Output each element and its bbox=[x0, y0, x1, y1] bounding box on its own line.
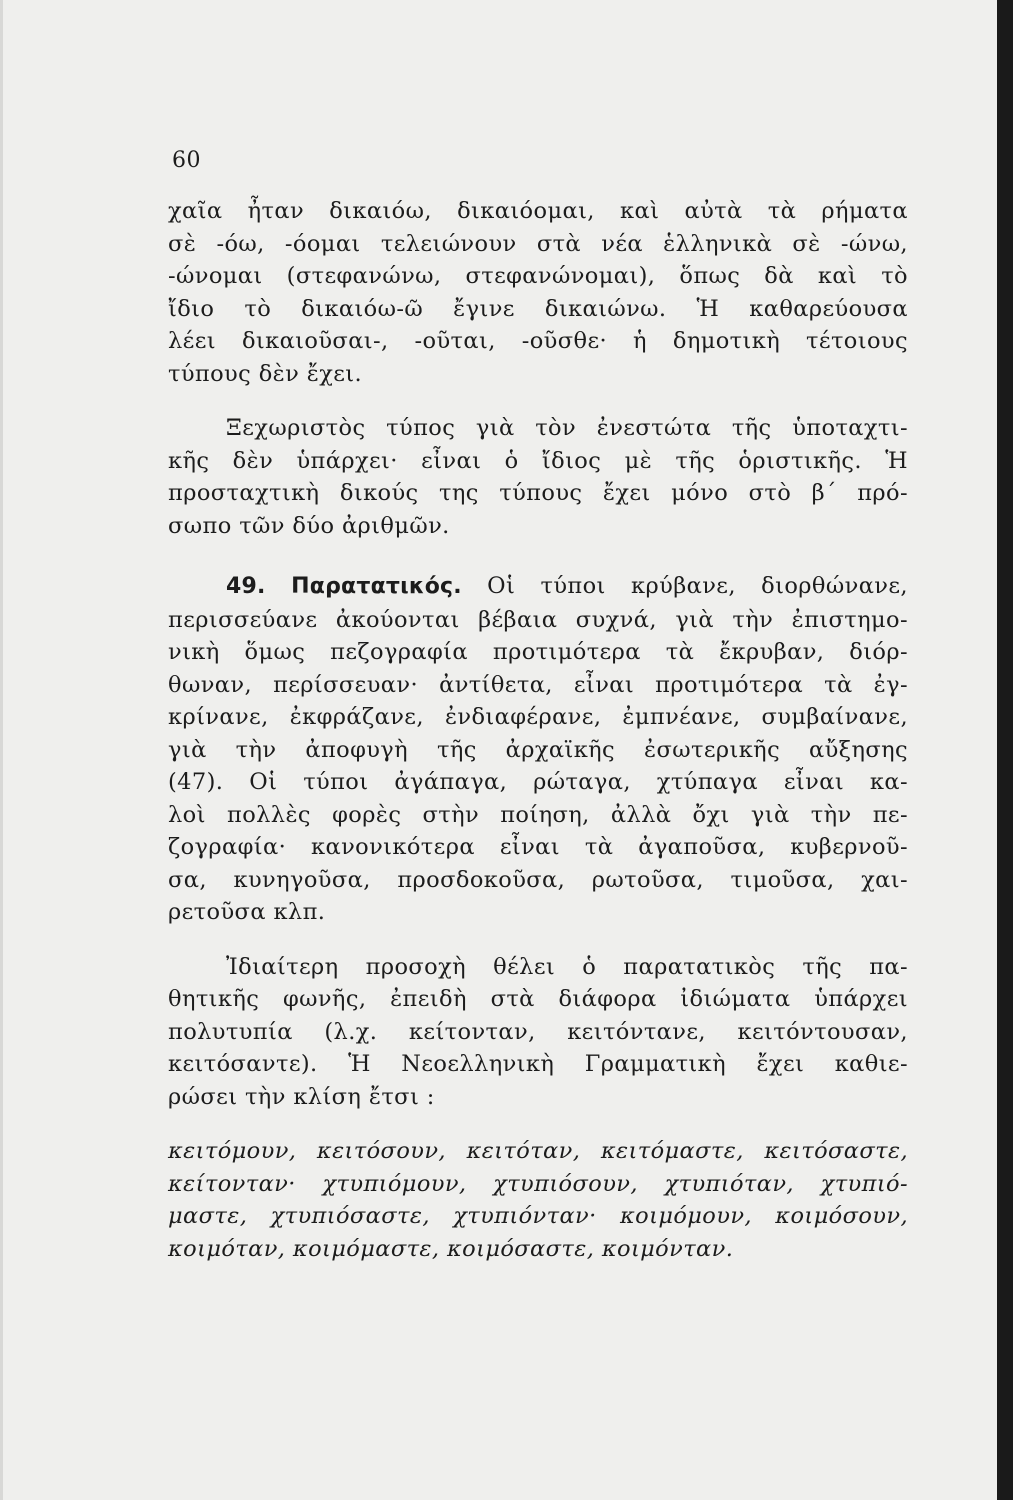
paragraph-conjugation-list bbox=[168, 1135, 908, 1265]
text-line: κῆς δὲν ὑπάρχει· εἶναι ὁ ἴδιος μὲ τῆς ὁριστικῆς. Ἡ bbox=[168, 447, 908, 474]
paragraph-spacer bbox=[168, 929, 908, 951]
body-text bbox=[168, 195, 908, 1265]
text-line: Ἰδιαίτερη προσοχὴ θέλει ὁ παρατατικὸς τῆς πα- bbox=[226, 953, 908, 980]
text-line: μαστε, χτυπιόσαστε, χτυπιόνταν· κοιμόμουν, κοιμόσουν, bbox=[168, 1203, 908, 1229]
section-first-line: Οἱ τύποι κρύβανε, διορθώνανε, bbox=[487, 573, 908, 599]
text-line: γιὰ τὴν ἀποφυγὴ τῆς ἀρχαϊκῆς ἐσωτερικῆς αὔξησης bbox=[168, 736, 908, 763]
text-line: κρίνανε, ἐκφράζανε, ἐνδιαφέρανε, ἐμπνέανε, συμβαίνανε, bbox=[168, 704, 908, 730]
text-line: νικὴ ὅμως πεζογραφία προτιμότερα τὰ ἔκρυβαν, διόρ- bbox=[168, 639, 908, 665]
text-line: -ώνομαι (στεφανώνω, στεφανώνομαι), ὅπως δὰ καὶ τὸ bbox=[168, 263, 908, 289]
paragraph-spacer bbox=[168, 542, 908, 570]
text-line: σα, κυνηγοῦσα, προσδοκοῦσα, ρωτοῦσα, τιμοῦσα, χαι- bbox=[168, 866, 908, 893]
text-line: τύπους δὲν ἔχει. bbox=[168, 360, 363, 387]
text-line: Ξεχωριστὸς τύπος γιὰ τὸν ἐνεστώτα τῆς ὑποταχτι- bbox=[226, 415, 908, 441]
text-line: χαῖα ἦταν δικαιόω, δικαιόομαι, καὶ αὐτὰ τὰ ρήματα bbox=[168, 198, 908, 224]
text-line: κειτόμουν, κειτόσουν, κειτόταν, κειτόμαστε, κειτόσαστε, bbox=[168, 1138, 908, 1164]
text-line: λέει δικαιοῦσαι-, -οῦται, -οῦσθε· ἡ δημοτικὴ τέτοιους bbox=[168, 328, 908, 354]
text-line: κοιμόταν, κοιμόμαστε, κοιμόσαστε, κοιμόνταν. bbox=[168, 1235, 734, 1262]
paragraph-deponent-verbs bbox=[168, 195, 908, 390]
page-number: 60 bbox=[172, 148, 201, 173]
text-line: κειτόσαντε). Ἡ Νεοελληνικὴ Γραμματικὴ ἔχει καθιε- bbox=[168, 1051, 908, 1077]
text-line bbox=[168, 570, 908, 604]
text-line: προσταχτικὴ δικούς της τύπους ἔχει μόνο στὸ β΄ πρό- bbox=[168, 480, 908, 506]
text-line: σὲ -όω, -όομαι τελειώνουν στὰ νέα ἑλληνικὰ σὲ -ώνω, bbox=[168, 230, 908, 257]
text-line: περισσεύανε ἀκούονται βέβαια συχνά, γιὰ τὴν ἐπιστημο- bbox=[168, 606, 908, 633]
section-heading: 49. Παρατατικός. bbox=[226, 574, 462, 599]
text-line: σωπο τῶν δύο ἀριθμῶν. bbox=[168, 512, 450, 539]
text-line: ρετοῦσα κλπ. bbox=[168, 899, 326, 925]
text-line: θητικῆς φωνῆς, ἐπειδὴ στὰ διάφορα ἰδιώματα ὑπάρχει bbox=[168, 986, 908, 1012]
text-line: θωναν, περίσσευαν· ἀντίθετα, εἶναι προτιμότερα τὰ ἐγ- bbox=[168, 671, 908, 698]
text-line: κείτονταν· χτυπιόμουν, χτυπιόσουν, χτυπιόταν, χτυπιό- bbox=[168, 1170, 908, 1197]
paragraph-spacer bbox=[168, 1113, 908, 1135]
paragraph-spacer bbox=[168, 390, 908, 412]
text-line: ζογραφία· κανονικότερα εἶναι τὰ ἀγαποῦσα, κυβερνοῦ- bbox=[168, 834, 908, 860]
paragraph-passive-imperfect bbox=[168, 951, 908, 1114]
text-line: ἴδιο τὸ δικαιόω-ῶ ἔγινε δικαιώνω. Ἡ καθαρεύουσα bbox=[168, 295, 908, 322]
text-line: (47). Οἱ τύποι ἀγάπαγα, ρώταγα, χτύπαγα εἶναι κα- bbox=[168, 769, 908, 795]
text-line: πολυτυπία (λ.χ. κείτονταν, κειτόντανε, κειτόντουσαν, bbox=[168, 1018, 908, 1045]
section-49-imperfect bbox=[168, 570, 908, 929]
text-line: λοὶ πολλὲς φορὲς στὴν ποίηση, ἀλλὰ ὄχι γιὰ τὴν πε- bbox=[168, 801, 908, 828]
paragraph-subjunctive bbox=[168, 412, 908, 542]
scan-right-edge bbox=[997, 0, 1013, 1500]
text-line: ρώσει τὴν κλίση ἔτσι : bbox=[168, 1083, 435, 1110]
